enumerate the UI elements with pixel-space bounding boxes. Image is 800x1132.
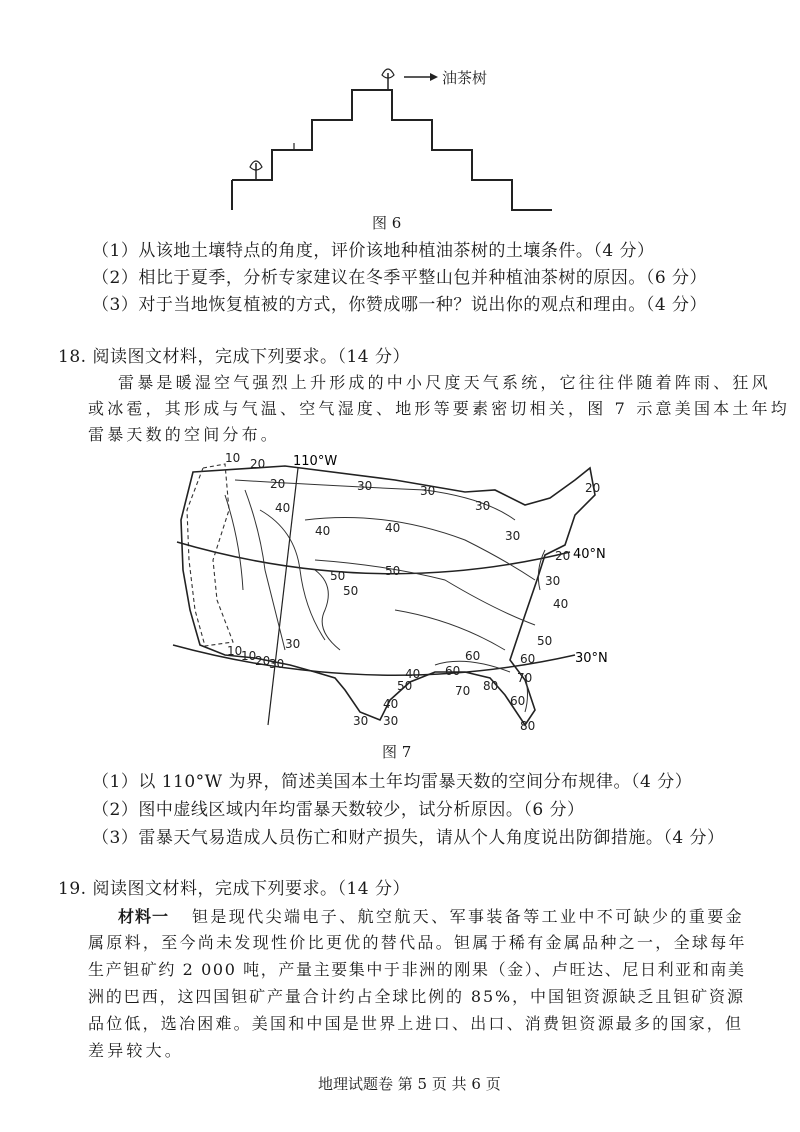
figure-6-terraced-hill <box>220 55 580 225</box>
isoline-label: 20 <box>270 477 286 491</box>
isoline-label: 50 <box>397 679 413 693</box>
oil-tea-tree-icon <box>382 69 394 90</box>
figure-6-caption: 图 6 <box>372 214 402 232</box>
q19-heading: 19. 阅读图文材料，完成下列要求。（14 分） <box>58 879 410 899</box>
q18-heading: 18. 阅读图文材料，完成下列要求。（14 分） <box>58 347 410 367</box>
isoline-label: 30 <box>357 479 373 493</box>
q19-para-line-3: 生产钽矿约 2 000 吨，产量主要集中于非洲的刚果（金）、卢旺达、尼日利亚和南美 <box>88 960 746 979</box>
isoline-label: 50 <box>330 569 346 583</box>
isoline-label: 40 <box>315 524 331 538</box>
isoline-label: 30 <box>545 574 561 588</box>
isoline-label: 20 <box>585 481 601 495</box>
isoline-label: 40 <box>553 597 569 611</box>
isoline-label: 30 <box>475 499 491 513</box>
q19-para-line-6: 差异较大。 <box>88 1041 185 1060</box>
isoline-label: 10 <box>225 451 241 465</box>
meridian-110w-label: 110°W <box>293 454 338 469</box>
q17-item-3: （3）对于当地恢复植被的方式，你赞成哪一种？说出你的观点和理由。（4 分） <box>92 295 708 315</box>
q19-para-line-4: 洲的巴西，这四国钽矿产量合计约占全球比例的 85%，中国钽资源缺乏且钽矿资源 <box>88 987 745 1006</box>
isoline-label: 20 <box>555 549 571 563</box>
isoline-label: 70 <box>517 671 533 685</box>
page-footer: 地理试题卷 第 5 页 共 6 页 <box>318 1075 501 1093</box>
isoline-labels <box>225 451 600 733</box>
isoline-label: 50 <box>343 584 359 598</box>
q17-item-1: （1）从该地土壤特点的角度，评价该地种植油茶树的土壤条件。（4 分） <box>92 241 655 261</box>
isoline-label: 50 <box>385 564 401 578</box>
isoline-label: 50 <box>537 634 553 648</box>
isoline-label: 60 <box>510 694 526 708</box>
q19-material-label: 材料一 <box>118 907 170 926</box>
figure-7-caption: 图 7 <box>382 743 412 761</box>
q18-item-3: （3）雷暴天气易造成人员伤亡和财产损失，请从个人角度说出防御措施。（4 分） <box>92 828 725 848</box>
q18-item-1: （1）以 110°W 为界，简述美国本土年均雷暴天数的空间分布规律。（4 分） <box>92 772 693 792</box>
isoline-label: 30 <box>505 529 521 543</box>
isoline-label: 30 <box>420 484 436 498</box>
isoline-label: 40 <box>383 697 399 711</box>
oil-tea-label: 油茶树 <box>442 69 488 87</box>
isoline-label: 10 <box>241 649 257 663</box>
isoline-label: 60 <box>520 652 536 666</box>
q18-para-line-1: 雷暴是暖湿空气强烈上升形成的中小尺度天气系统，它往往伴随着阵雨、狂风 <box>118 373 771 392</box>
q19-para-line-1: 钽是现代尖端电子、航空航天、军事装备等工业中不可缺少的重要金 <box>192 907 745 926</box>
isoline-label: 30 <box>383 714 399 728</box>
isoline-label: 20 <box>255 654 271 668</box>
isoline-label: 40 <box>275 501 291 515</box>
q18-para-line-3: 雷暴天数的空间分布。 <box>88 425 281 444</box>
q18-item-2: （2）图中虚线区域内年均雷暴天数较少，试分析原因。（6 分） <box>92 800 585 820</box>
q19-para-line-2: 属原料，至今尚未发现性价比更优的替代品。钽属于稀有金属品种之一，全球每年 <box>88 933 747 952</box>
figure-7-thunderstorm-map <box>165 450 615 735</box>
lat-40n-label: 40°N <box>573 547 606 562</box>
isoline-label: 10 <box>227 644 243 658</box>
isoline-label: 40 <box>385 521 401 535</box>
small-tree-icon <box>250 161 262 180</box>
lat-30n-label: 30°N <box>575 651 608 666</box>
isoline-label: 20 <box>250 457 266 471</box>
isoline-label: 70 <box>455 684 471 698</box>
isoline-label: 40 <box>405 667 421 681</box>
q18-para-line-2: 或冰雹，其形成与气温、空气湿度、地形等要素密切相关，图 7 示意美国本土年均 <box>88 399 790 418</box>
isoline-label: 30 <box>285 637 301 651</box>
isoline-label: 80 <box>483 679 499 693</box>
isoline-label: 80 <box>520 719 536 733</box>
isoline-label: 30 <box>269 657 285 671</box>
isoline-label: 60 <box>445 664 461 678</box>
q19-para-line-5: 品位低，选冶困难。美国和中国是世界上进口、出口、消费钽资源最多的国家，但 <box>88 1014 744 1033</box>
isoline-label: 60 <box>465 649 481 663</box>
isoline-label: 30 <box>353 714 369 728</box>
q17-item-2: （2）相比于夏季，分析专家建议在冬季平整山包并种植油茶树的原因。（6 分） <box>92 268 708 288</box>
